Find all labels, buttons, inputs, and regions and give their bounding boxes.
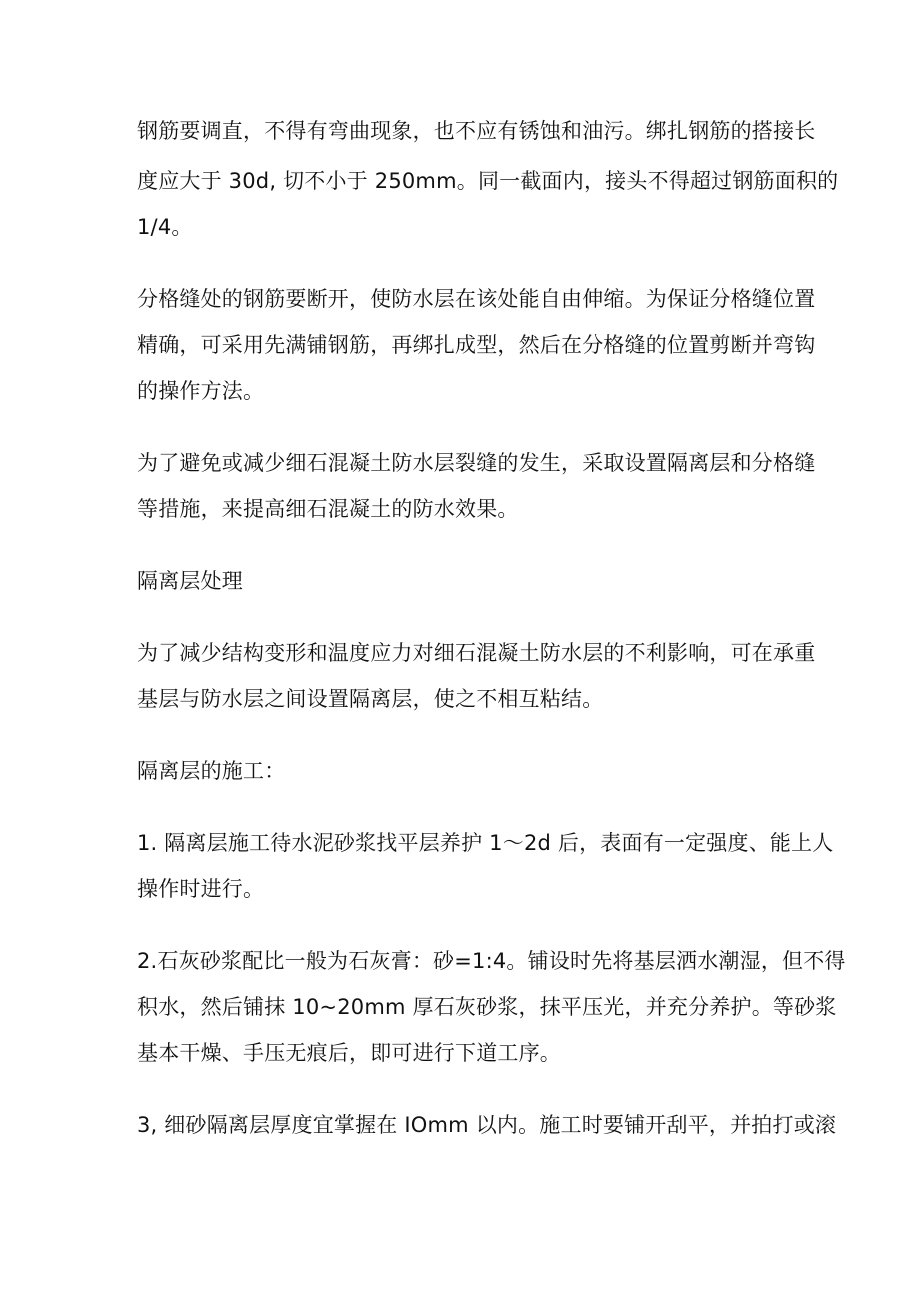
list-item-line: 3, 细砂隔离层厚度宜掌握在 IOmm 以内。施工时要铺开刮平，并拍打或滚 [137, 1113, 837, 1137]
text-line: 精确，可采用先满铺钢筋，再绑扎成型，然后在分格缝的位置剪断并弯钩 [137, 333, 816, 357]
list-item-line: 基本干燥、手压无痕后，即可进行下道工序。 [137, 1041, 561, 1065]
text-line: 等措施，来提高细石混凝土的防水效果。 [137, 497, 519, 521]
list-item-line: 积水，然后铺抹 10~20mm 厚石灰砂浆，抹平压光，并充分养护。等砂浆 [137, 995, 837, 1019]
text-line: 钢筋要调直，不得有弯曲现象，也不应有锈蚀和油污。绑扎钢筋的搭接长 [137, 119, 816, 143]
section-heading: 隔离层处理 [137, 569, 243, 593]
text-line: 基层与防水层之间设置隔离层，使之不相互粘结。 [137, 687, 604, 711]
text-line: 度应大于 30d, 切不小于 250mm。同一截面内，接头不得超过钢筋面积的 [137, 169, 839, 193]
text-line: 为了避免或减少细石混凝土防水层裂缝的发生，采取设置隔离层和分格缝 [137, 451, 816, 475]
list-item-line: 操作时进行。 [137, 877, 265, 901]
list-item-line: 1. 隔离层施工待水泥砂浆找平层养护 1～2d 后，表面有一定强度、能上人 [137, 831, 834, 855]
text-line: 的操作方法。 [137, 379, 265, 403]
text-line: 1/4。 [137, 215, 193, 239]
list-item-line: 2.石灰砂浆配比一般为石灰膏：砂=1:4。铺设时先将基层洒水潮湿，但不得 [137, 949, 846, 973]
section-heading: 隔离层的施工： [137, 759, 286, 783]
text-line: 分格缝处的钢筋要断开，使防水层在该处能自由伸缩。为保证分格缝位置 [137, 287, 816, 311]
text-line: 为了减少结构变形和温度应力对细石混凝土防水层的不利影响，可在承重 [137, 641, 816, 665]
